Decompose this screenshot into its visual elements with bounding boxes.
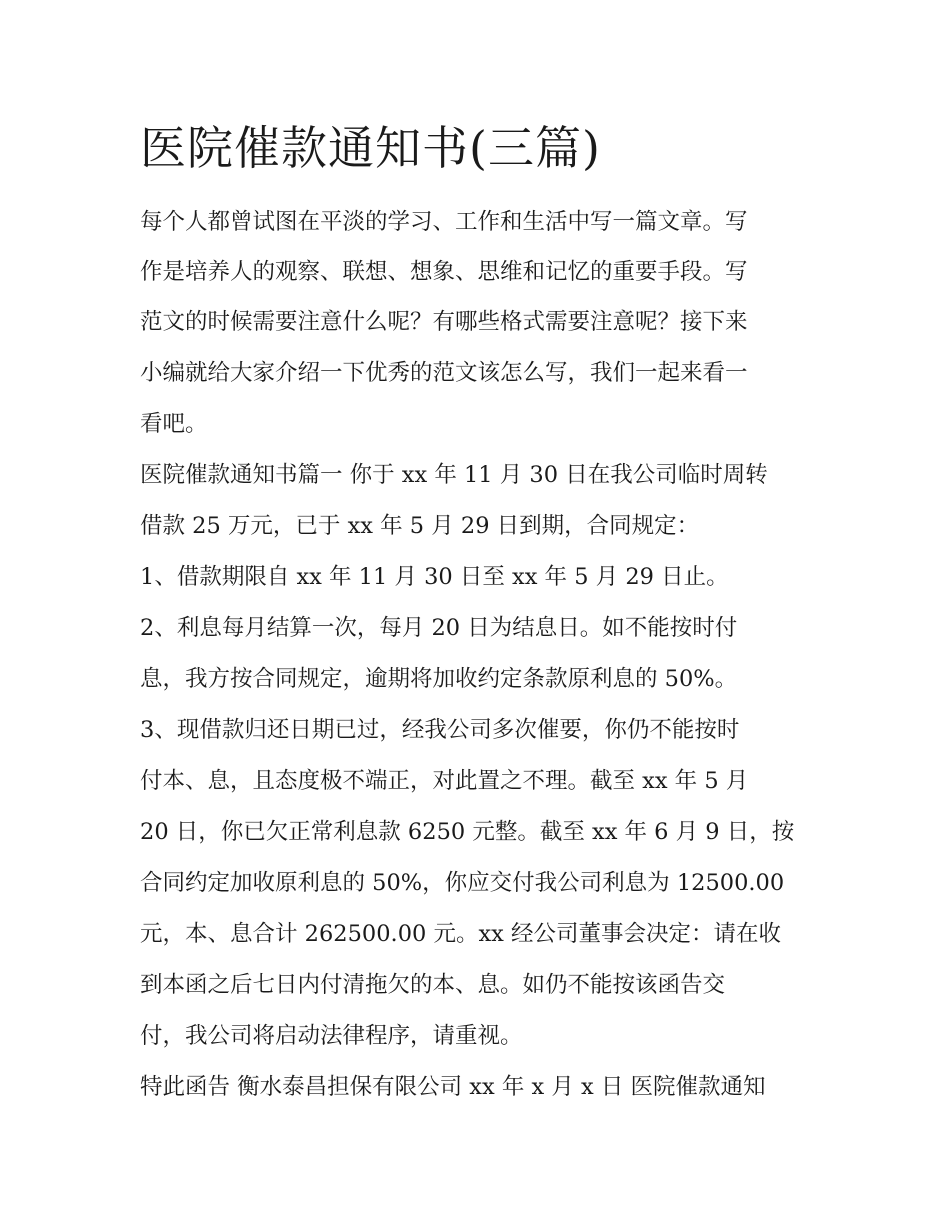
text-line: 到本函之后七日内付清拖欠的本、息。如仍不能按该函告交 xyxy=(140,972,726,998)
text-line: 1、借款期限自 xx 年 11 月 30 日至 xx 年 5 月 29 日止。 xyxy=(140,564,729,590)
text-line: 合同约定加收原利息的 50%，你应交付我公司利息为 12500.00 xyxy=(140,870,785,896)
text-line: 息，我方按合同规定，逾期将加收约定条款原利息的 50%。 xyxy=(140,666,738,692)
text-line: 2、利息每月结算一次，每月 20 日为结息日。如不能按时付 xyxy=(140,615,738,641)
text-line: 付，我公司将启动法律程序，请重视。 xyxy=(140,1023,523,1049)
document-title: 医院催款通知书(三篇) xyxy=(140,121,601,175)
text-line: 医院催款通知书篇一 你于 xx 年 11 月 30 日在我公司临时周转 xyxy=(140,462,768,488)
text-line: 付本、息，且态度极不端正，对此置之不理。截至 xx 年 5 月 xyxy=(140,768,749,794)
text-line: 元，本、息合计 262500.00 元。xx 经公司董事会决定：请在收 xyxy=(140,921,782,947)
text-line: 小编就给大家介绍一下优秀的范文该怎么写，我们一起来看一 xyxy=(140,360,748,386)
text-line: 特此函告 衡水泰昌担保有限公司 xx 年 x 月 x 日 医院催款通知 xyxy=(140,1074,766,1100)
text-line: 范文的时候需要注意什么呢？有哪些格式需要注意呢？接下来 xyxy=(140,309,748,335)
text-line: 作是培养人的观察、联想、想象、思维和记忆的重要手段。写 xyxy=(140,259,748,285)
text-line: 3、现借款归还日期已过，经我公司多次催要，你仍不能按时 xyxy=(140,717,740,743)
text-line: 20 日，你已欠正常利息款 6250 元整。截至 xx 年 6 月 9 日，按 xyxy=(140,819,795,845)
text-line: 每个人都曾试图在平淡的学习、工作和生活中写一篇文章。写 xyxy=(140,209,748,235)
text-line: 看吧。 xyxy=(140,411,208,437)
text-line: 借款 25 万元，已于 xx 年 5 月 29 日到期，合同规定： xyxy=(140,513,700,539)
